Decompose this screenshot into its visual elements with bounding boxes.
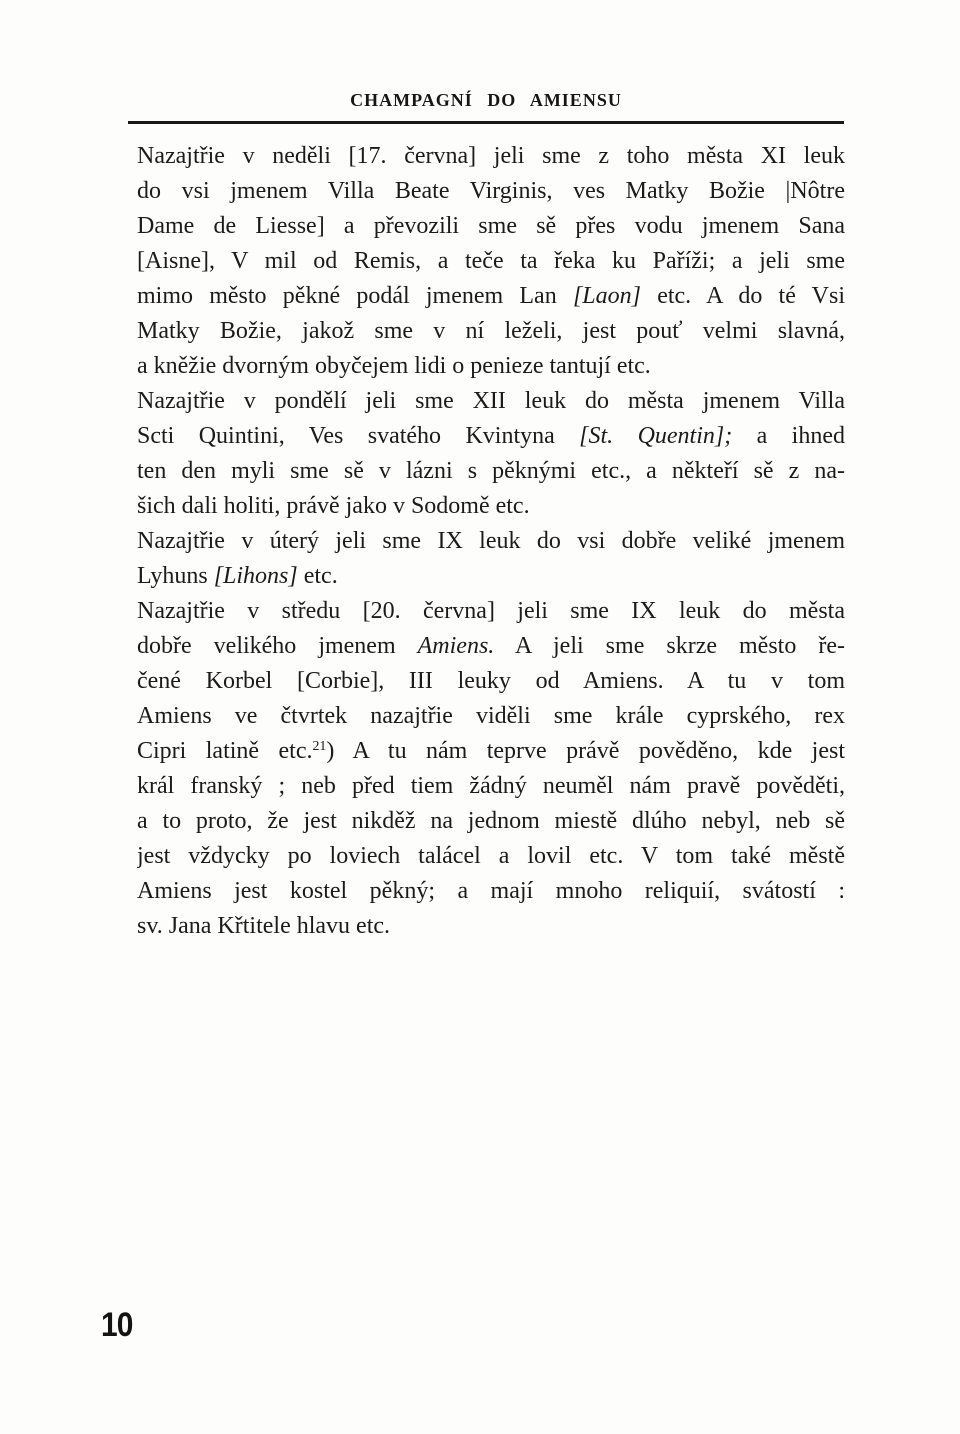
text-segment: Nazajtřie v neděli [17. června] jeli sme z toho města XI leuk [137,143,845,169]
header-rule [128,121,844,124]
italic-text-segment: [Lihons] [213,563,298,589]
text-line [137,769,845,804]
text-segment: Amiens jest kostel pěkný; a mají mnoho reliquií, svátostí : [137,878,845,904]
text-line [137,699,845,734]
italic-text-segment: Amiens. [417,633,495,659]
text-line [137,874,845,909]
text-segment: Lyhuns [137,563,214,589]
text-line [137,489,845,524]
text-segment: dobře velikého jmenem [137,633,418,659]
text-segment: Matky Božie, jakož sme v ní leželi, jest pouť velmi slavná, [137,318,845,344]
page-number: 10 [101,1306,133,1344]
italic-text-segment: [Laon] [572,283,641,309]
text-line [137,559,845,594]
text-segment: Scti Quintini, Ves svatého Kvintyna [137,423,580,449]
text-line [137,174,845,209]
text-segment: Nazajtřie v pondělí jeli sme XII leuk do města jmenem Villa [137,388,845,414]
italic-text-segment: [St. Quentin]; [579,423,733,449]
text-segment: [Aisne], V mil od Remis, a teče ta řeka ku Paříži; a jeli sme [137,248,845,274]
text-line [137,384,845,419]
text-segment: Amiens ve čtvrtek nazajtřie viděli sme krále cyprského, rex [137,703,845,729]
text-block [137,139,845,944]
text-line [137,839,845,874]
text-segment: do vsi jmenem Villa Beate Virginis, ves Matky Božie |Nôtre [137,178,845,204]
text-segment: mimo město pěkné podál jmenem Lan [137,283,573,309]
text-line [137,629,845,664]
text-line [137,594,845,629]
footnote-marker: 21 [312,739,327,755]
text-segment: čené Korbel [Corbie], III leuky od Amiens. A tu v tom [137,668,845,694]
text-segment: Dame de Liesse] a převozili sme sě přes vodu jmenem Sana [137,213,845,239]
text-line [137,244,845,279]
text-segment: a to proto, že jest nikděž na jednom miestě dlúho nebyl, neb sě [137,808,845,834]
text-segment: etc. [297,563,338,589]
text-segment: a kněžie dvorným obyčejem lidi o penieze tantují etc. [137,353,651,379]
text-segment: král franský ; neb před tiem žádný neuměl nám pravě pověděti, [137,773,845,799]
text-line [137,349,845,384]
text-line [137,454,845,489]
text-line [137,524,845,559]
text-segment: Nazajtřie v středu [20. června] jeli sme IX leuk do města [137,598,845,624]
text-segment: ten den myli sme sě v lázni s pěknými etc., a někteří sě z na- [137,458,845,484]
text-segment: šich dali holiti, právě jako v Sodomě etc. [137,493,530,519]
text-segment: a ihned [732,423,845,449]
text-line [137,419,845,454]
text-line [137,314,845,349]
text-line [137,664,845,699]
text-line [137,209,845,244]
text-segment: Nazajtřie v úterý jeli sme IX leuk do vsi dobře veliké jmenem [137,528,845,554]
running-head: CHAMPAGNÍ DO AMIENSU [350,90,622,110]
text-line [137,279,845,314]
text-line [137,139,845,174]
text-segment: ) A tu nám teprve právě pověděno, kde jest [326,738,845,764]
text-segment: A jeli sme skrze město ře- [494,633,845,659]
text-segment: etc. A do té Vsi [640,283,845,309]
text-line [137,804,845,839]
text-line [137,734,845,769]
text-segment: jest vždycky po loviech talácel a lovil etc. V tom také městě [137,843,845,869]
text-line [137,909,845,944]
text-segment: Cipri latině etc. [137,738,313,764]
text-segment: sv. Jana Křtitele hlavu etc. [137,913,391,939]
